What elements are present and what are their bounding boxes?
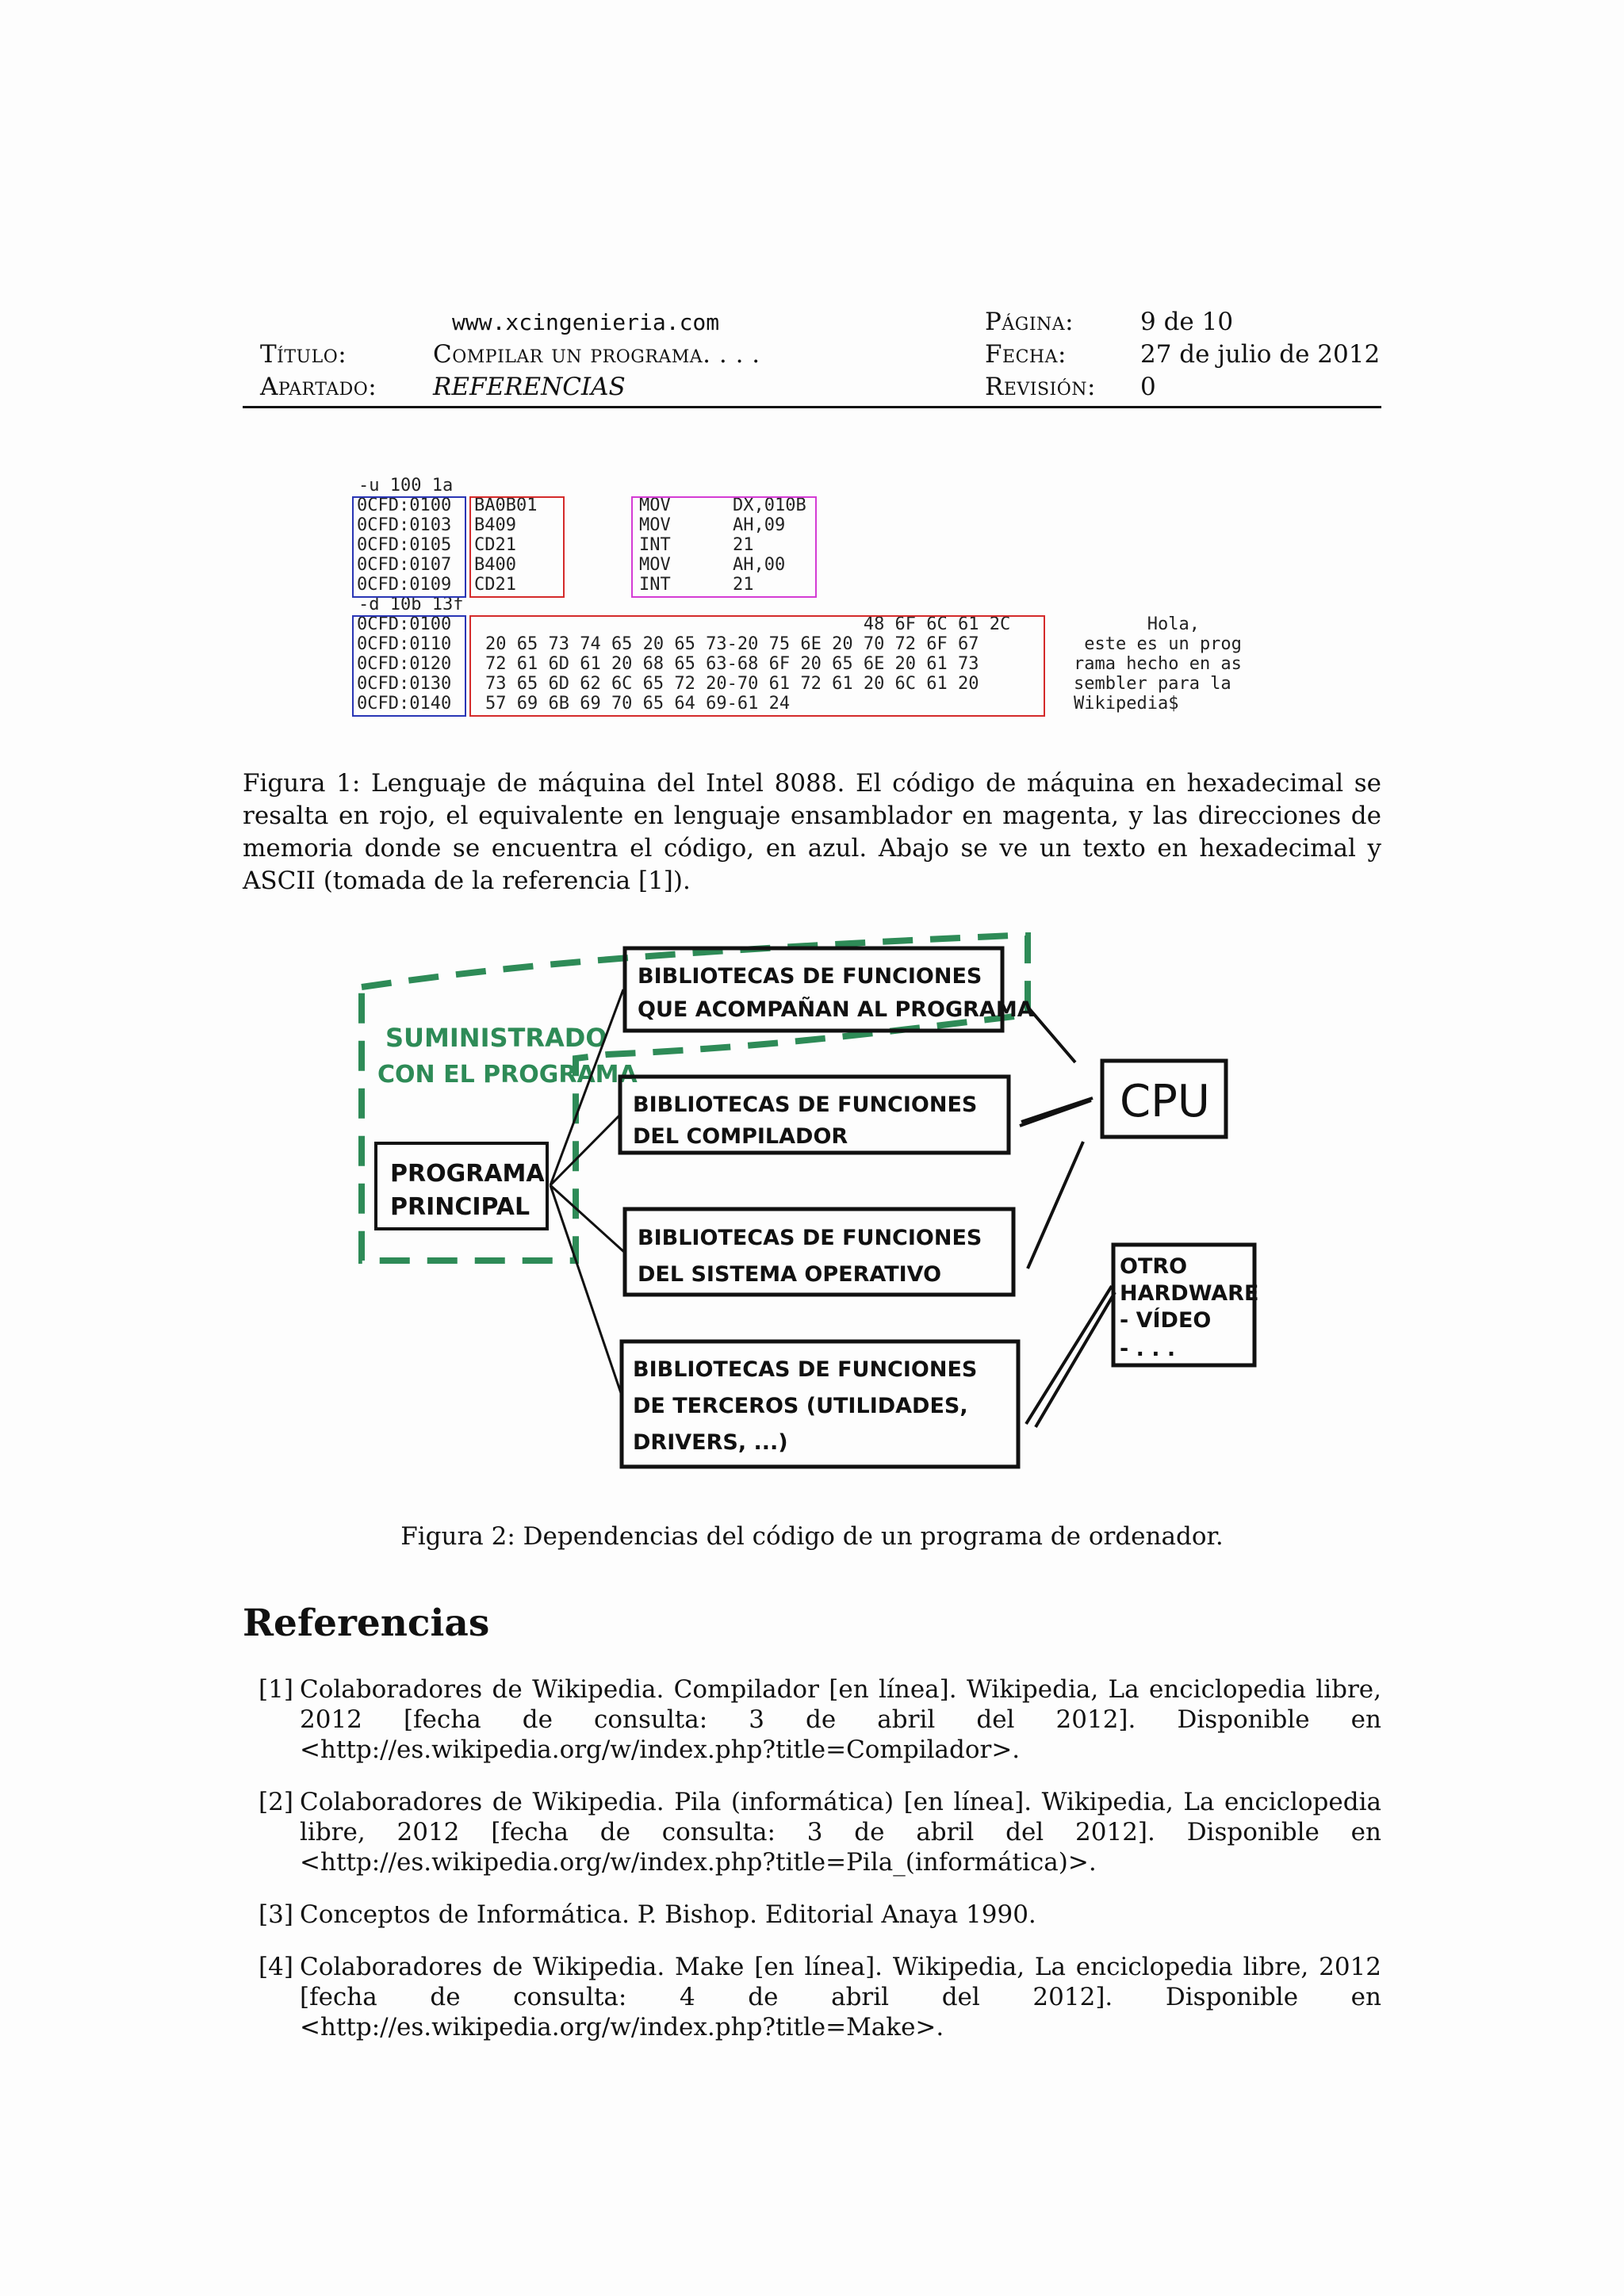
disasm-op: MOV (639, 555, 671, 575)
figure2-dependency-sketch (338, 920, 1289, 1475)
dump-addr: 0CFD:0110 (357, 634, 452, 654)
main-program-label: PRINCIPAL (390, 1193, 530, 1221)
disasm-op: INT (639, 575, 671, 595)
supplied-label: SUMINISTRADO (385, 1023, 607, 1053)
pagina-label: Página: (985, 308, 1074, 336)
disasm-arg: AH,09 (733, 515, 786, 535)
machine-code-highlight-box (469, 496, 565, 598)
cpu-label: CPU (1120, 1076, 1210, 1127)
dump-hex: 72 61 6D 61 20 68 65 63-68 6F 20 65 6E 20 61 73 (485, 654, 979, 674)
disasm-addr: 0CFD:0105 (357, 535, 452, 555)
disasm-op: MOV (639, 515, 671, 535)
disasm-addr: 0CFD:0107 (357, 555, 452, 575)
reference-list (243, 1674, 1381, 2064)
disasm-addr: 0CFD:0103 (357, 515, 452, 535)
header-rule (243, 406, 1381, 408)
reference-item (243, 1900, 1381, 1930)
apartado-label: Apartado: (260, 373, 377, 401)
reference-number: [1] (259, 1675, 293, 1704)
website-url[interactable]: www.xcingenieria.com (452, 309, 720, 335)
reference-item (243, 1787, 1381, 1877)
disasm-hex: BA0B01 (474, 496, 538, 515)
dump-addr: 0CFD:0100 (357, 614, 452, 634)
library-label: DEL SISTEMA OPERATIVO (638, 1262, 942, 1287)
dump-hex: 48 6F 6C 61 2C (485, 614, 1011, 634)
figure2-caption: Figura 2: Dependencias del código de un programa de ordenador. (400, 1522, 1224, 1551)
disasm-hex: B400 (474, 555, 516, 575)
dump-addr: 0CFD:0120 (357, 654, 452, 674)
disasm-op: INT (639, 535, 671, 555)
pagina-value: 9 de 10 (1140, 308, 1234, 336)
library-label: BIBLIOTECAS DE FUNCIONES (638, 964, 982, 989)
dump-hex: 20 65 73 74 65 20 65 73-20 75 6E 20 70 72 6F 67 (485, 634, 979, 654)
disasm-hex: B409 (474, 515, 516, 535)
hardware-label: - . . . (1120, 1337, 1176, 1361)
reference-item (243, 1674, 1381, 1765)
reference-number: [2] (259, 1788, 293, 1816)
library-label: DRIVERS, ...) (633, 1430, 788, 1455)
reference-text[interactable]: Colaboradores de Wikipedia. Compilador [en línea]. Wikipedia, La enciclopedia libre, 2012 [fecha de consulta: 3 de abril del 2012]. Disponible en <http://es.wikipedia.org/w/index.php?title=Compilador>. (300, 1675, 1381, 1764)
reference-text[interactable]: Colaboradores de Wikipedia. Make [en línea]. Wikipedia, La enciclopedia libre, 2012 [fecha de consulta: 4 de abril del 2012]. Disponible en <http://es.wikipedia.org/w/index.php?title=Make>. (300, 1953, 1381, 2042)
dump-ascii: Hola, (1074, 614, 1200, 634)
assembly-highlight-box (631, 496, 817, 598)
disasm-addr: 0CFD:0109 (357, 575, 452, 595)
reference-text: Conceptos de Informática. P. Bishop. Editorial Anaya 1990. (300, 1900, 1036, 1929)
dump-address-highlight-box (352, 615, 466, 717)
disasm-addr: 0CFD:0100 (357, 496, 452, 515)
library-label: DE TERCEROS (UTILIDADES, (633, 1394, 968, 1418)
dump-ascii: rama hecho en as (1074, 654, 1242, 674)
revision-value: 0 (1140, 373, 1156, 401)
debug-command-u: -u 100 1a (358, 476, 454, 496)
library-label: BIBLIOTECAS DE FUNCIONES (638, 1226, 982, 1250)
dump-addr: 0CFD:0140 (357, 694, 452, 714)
library-label: QUE ACOMPAÑAN AL PROGRAMA (638, 997, 1034, 1022)
address-highlight-box (352, 496, 466, 598)
dump-ascii: este es un prog (1074, 634, 1242, 654)
dump-ascii: sembler para la (1074, 674, 1231, 694)
disasm-arg: 21 (733, 575, 754, 595)
disasm-arg: DX,010B (733, 496, 806, 515)
hardware-label: OTRO (1120, 1254, 1188, 1279)
reference-number: [3] (259, 1900, 293, 1929)
dump-ascii: Wikipedia$ (1074, 694, 1179, 714)
disasm-hex: CD21 (474, 535, 516, 555)
supplied-label: CON EL PROGRAMA (377, 1061, 638, 1089)
debug-command-d: -d 10b 13f (358, 595, 464, 614)
main-program-label: PROGRAMA (390, 1160, 545, 1188)
dump-hex: 73 65 6D 62 6C 65 72 20-70 61 72 61 20 6C 61 20 (485, 674, 979, 694)
apartado-value: REFERENCIAS (433, 373, 626, 401)
reference-item (243, 1952, 1381, 2042)
library-label: DEL COMPILADOR (633, 1124, 848, 1149)
hardware-label: HARDWARE (1120, 1281, 1259, 1306)
figure1-debug-dump (352, 476, 1272, 729)
disasm-hex: CD21 (474, 575, 516, 595)
titulo-label: Título: (260, 340, 347, 369)
dump-hex: 57 69 6B 69 70 65 64 69-61 24 (485, 694, 791, 714)
library-label: BIBLIOTECAS DE FUNCIONES (633, 1357, 978, 1382)
dump-hex-highlight-box (469, 615, 1045, 717)
disasm-arg: AH,00 (733, 555, 786, 575)
titulo-value: Compilar un programa. . . . (433, 340, 760, 369)
hardware-label: - VÍDEO (1120, 1308, 1212, 1333)
reference-number: [4] (259, 1953, 293, 1981)
figure1-caption: Figura 1: Lenguaje de máquina del Intel 8088. El código de máquina en hexadecimal se resalta en rojo, el equivalente en lenguaje ensamblador en magenta, y las direcciones de memoria donde se encuentra el código, en azul. Abajo se ve un texto en hexadecimal y ASCII (tomada de la referencia [1]). (243, 769, 1381, 895)
fecha-value: 27 de julio de 2012 (1140, 340, 1381, 369)
disasm-arg: 21 (733, 535, 754, 555)
disasm-op: MOV (639, 496, 671, 515)
page-header (243, 306, 1381, 404)
dump-addr: 0CFD:0130 (357, 674, 452, 694)
revision-label: Revisión: (985, 373, 1096, 401)
section-title: Referencias (243, 1601, 490, 1645)
fecha-label: Fecha: (985, 340, 1067, 369)
reference-text[interactable]: Colaboradores de Wikipedia. Pila (informática) [en línea]. Wikipedia, La enciclopedia libre, 2012 [fecha de consulta: 3 de abril del 2012]. Disponible en <http://es.wikipedia.org/w/index.php?title=Pila_(informática)>. (300, 1788, 1381, 1877)
library-label: BIBLIOTECAS DE FUNCIONES (633, 1093, 978, 1117)
